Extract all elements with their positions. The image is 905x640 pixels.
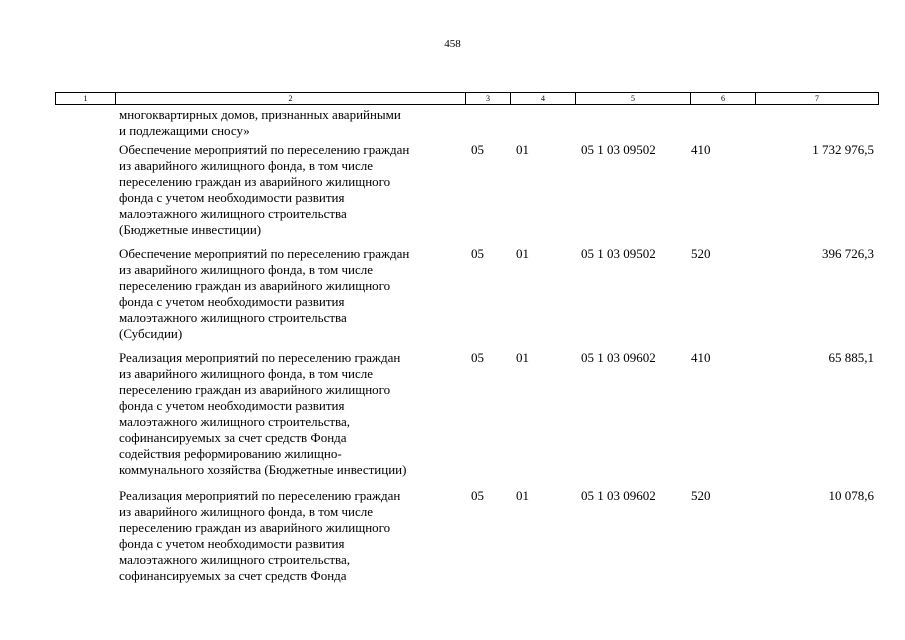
- row-target-code: 05 1 03 09502: [581, 246, 656, 261]
- row-amount: 396 726,3: [822, 246, 874, 261]
- column-number-header: [55, 92, 879, 105]
- text-line: из аварийного жилищного фонда, в том числе: [119, 262, 374, 277]
- text-line: малоэтажного жилищного строительства: [119, 206, 347, 221]
- row-expense-type: 520: [691, 488, 711, 503]
- header-col-1: 1: [56, 93, 116, 105]
- row-description: [119, 350, 464, 478]
- continuation-text: [119, 107, 464, 139]
- row-expense-type: 410: [691, 350, 711, 365]
- header-col-6: 6: [691, 93, 756, 105]
- row-description: [119, 488, 464, 584]
- row-target-code: 05 1 03 09502: [581, 142, 656, 157]
- row-description: [119, 142, 464, 238]
- text-line: фонда с учетом необходимости развития: [119, 190, 345, 205]
- header-col-5: 5: [576, 93, 691, 105]
- text-line: содействия реформированию жилищно-: [119, 446, 342, 461]
- text-line: софинансируемых за счет средств Фонда: [119, 568, 347, 583]
- text-line: из аварийного жилищного фонда, в том числе: [119, 504, 374, 519]
- header-col-3: 3: [466, 93, 511, 105]
- header-col-2: 2: [116, 93, 466, 105]
- header-col-4: 4: [511, 93, 576, 105]
- header-row: [56, 93, 879, 105]
- text-line: (Бюджетные инвестиции): [119, 222, 262, 237]
- text-line: Реализация мероприятий по переселению граждан: [119, 488, 401, 503]
- text-line: фонда с учетом необходимости развития: [119, 536, 345, 551]
- row-subsection: 01: [516, 246, 529, 261]
- text-line: (Субсидии): [119, 326, 183, 341]
- text-line: коммунального хозяйства (Бюджетные инвестиции): [119, 462, 407, 477]
- row-description: [119, 246, 464, 342]
- text-line: многоквартирных домов, признанных аварийными: [119, 107, 401, 122]
- text-line: Реализация мероприятий по переселению граждан: [119, 350, 401, 365]
- text-line: переселению граждан из аварийного жилищного: [119, 278, 391, 293]
- text-line: переселению граждан из аварийного жилищного: [119, 174, 391, 189]
- row-expense-type: 410: [691, 142, 711, 157]
- row-target-code: 05 1 03 09602: [581, 350, 656, 365]
- row-expense-type: 520: [691, 246, 711, 261]
- text-line: переселению граждан из аварийного жилищного: [119, 382, 391, 397]
- page-number: 458: [444, 38, 461, 50]
- text-line: малоэтажного жилищного строительства: [119, 310, 347, 325]
- row-section: 05: [471, 350, 484, 365]
- row-subsection: 01: [516, 142, 529, 157]
- row-subsection: 01: [516, 350, 529, 365]
- text-line: малоэтажного жилищного строительства,: [119, 552, 351, 567]
- text-line: фонда с учетом необходимости развития: [119, 398, 345, 413]
- text-line: и подлежащими сносу»: [119, 123, 250, 138]
- text-line: Обеспечение мероприятий по переселению граждан: [119, 142, 410, 157]
- text-line: софинансируемых за счет средств Фонда: [119, 430, 347, 445]
- row-amount: 65 885,1: [828, 350, 874, 365]
- row-amount: 1 732 976,5: [812, 142, 874, 157]
- row-section: 05: [471, 488, 484, 503]
- text-line: Обеспечение мероприятий по переселению граждан: [119, 246, 410, 261]
- row-subsection: 01: [516, 488, 529, 503]
- row-section: 05: [471, 142, 484, 157]
- header-col-7: 7: [756, 93, 879, 105]
- row-amount: 10 078,6: [828, 488, 874, 503]
- text-line: малоэтажного жилищного строительства,: [119, 414, 351, 429]
- text-line: фонда с учетом необходимости развития: [119, 294, 345, 309]
- row-target-code: 05 1 03 09602: [581, 488, 656, 503]
- text-line: из аварийного жилищного фонда, в том числе: [119, 158, 374, 173]
- text-line: из аварийного жилищного фонда, в том числе: [119, 366, 374, 381]
- text-line: переселению граждан из аварийного жилищного: [119, 520, 391, 535]
- row-section: 05: [471, 246, 484, 261]
